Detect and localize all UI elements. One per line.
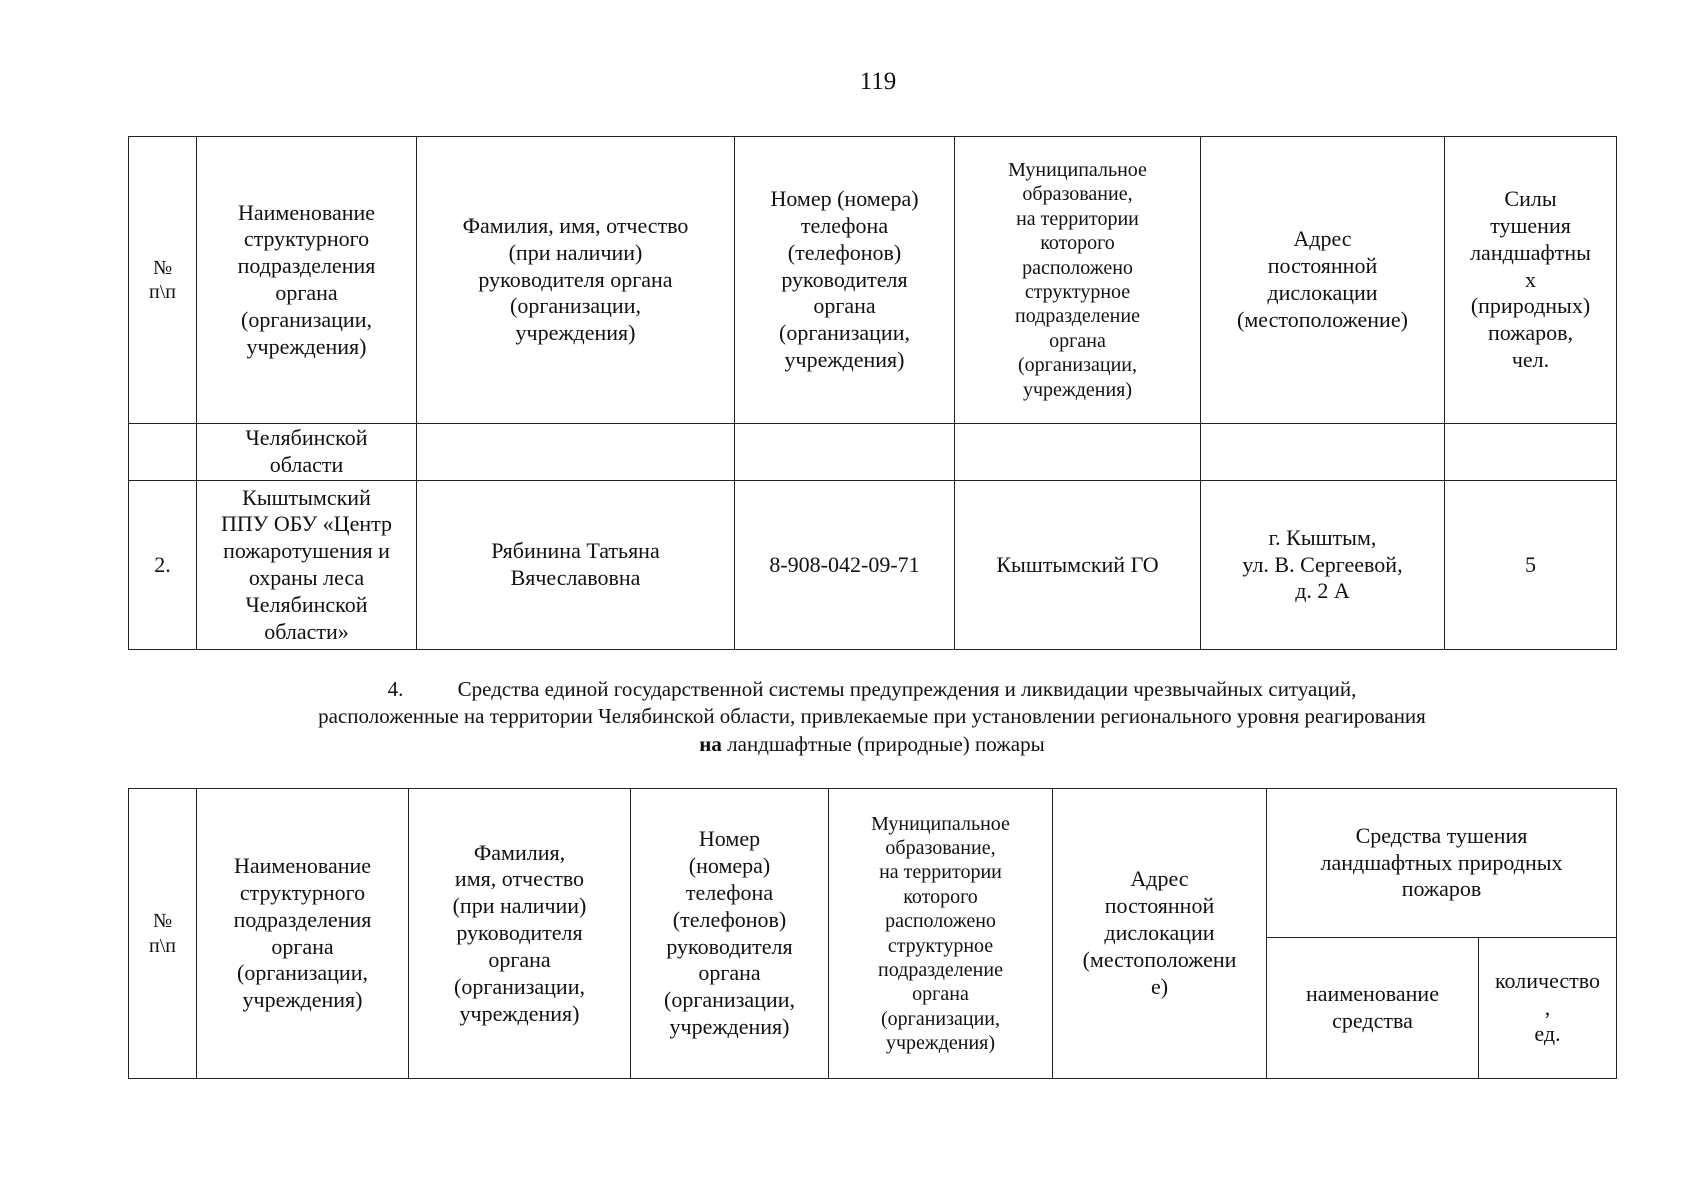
section-number: 4. xyxy=(387,677,404,701)
continuation-row xyxy=(129,424,1617,481)
table-cell: Челябинской области xyxy=(197,424,417,481)
header-equipment-name: наименование средства xyxy=(1267,938,1479,1079)
caption-bold-word: на xyxy=(699,731,722,756)
forces-count: 5 xyxy=(1445,481,1617,650)
table-header-row xyxy=(129,789,1617,938)
header-municipality: Муниципальное образование, на территории которого расположено структурное подразделение органа (организации, учреждения) xyxy=(829,789,1053,1079)
table-header-row xyxy=(129,137,1617,424)
header-equipment-group: Средства тушения ландшафтных природных пожаров xyxy=(1267,789,1617,938)
header-phone: Номер (номера) телефона (телефонов) руководителя органа (организации, учреждения) xyxy=(631,789,829,1079)
table-cell xyxy=(1201,424,1445,481)
row-number: 2. xyxy=(129,481,197,650)
table-cell xyxy=(955,424,1201,481)
equipment-table xyxy=(128,788,1617,1079)
header-unit-name: Наименование структурного подразделения органа (организации, учреждения) xyxy=(197,789,409,1079)
unit-name: Кыштымский ППУ ОБУ «Центр пожаротушения и охраны леса Челябинской области» xyxy=(197,481,417,650)
municipality: Кыштымский ГО xyxy=(955,481,1201,650)
table-cell xyxy=(129,424,197,481)
caption-text-3: ландшафтные (природные) пожары xyxy=(727,731,1045,756)
phone-number: 8-908-042-09-71 xyxy=(735,481,955,650)
header-address: Адрес постоянной дислокации (местоположени е) xyxy=(1053,789,1267,1079)
address: г. Кыштым, ул. В. Сергеевой, д. 2 А xyxy=(1201,481,1445,650)
header-head-name: Фамилия, имя, отчество (при наличии) руководителя органа (организации, учреждения) xyxy=(409,789,631,1079)
section-4-caption xyxy=(128,676,1616,758)
caption-text-1: Средства единой государственной системы предупреждения и ликвидации чрезвычайных ситуаций, xyxy=(457,677,1357,701)
header-address: Адрес постоянной дислокации (местоположение) xyxy=(1201,137,1445,424)
header-number: № п\п xyxy=(129,137,197,424)
header-municipality: Муниципальное образование, на территории которого расположено структурное подразделение органа (организации, учреждения) xyxy=(955,137,1201,424)
page-number: 119 xyxy=(859,68,897,95)
header-unit-name: Наименование структурного подразделения органа (организации, учреждения) xyxy=(197,137,417,424)
header-phone: Номер (номера) телефона (телефонов) руководителя органа (организации, учреждения) xyxy=(735,137,955,424)
forces-table xyxy=(128,136,1617,650)
table-cell xyxy=(1445,424,1617,481)
table-cell xyxy=(735,424,955,481)
table-row xyxy=(129,481,1617,650)
header-forces: Силы тушения ландшафтны х (природных) пожаров, чел. xyxy=(1445,137,1617,424)
head-name: Рябинина Татьяна Вячеславовна xyxy=(417,481,735,650)
caption-line-1 xyxy=(128,676,1616,703)
header-equipment-quantity: количество , ед. xyxy=(1479,938,1617,1079)
header-head-name: Фамилия, имя, отчество (при наличии) руководителя органа (организации, учреждения) xyxy=(417,137,735,424)
table-cell xyxy=(417,424,735,481)
caption-line-2: расположенные на территории Челябинской области, привлекаемые при установлении регионального уровня реагирования xyxy=(318,704,1426,729)
caption-line-3 xyxy=(128,731,1616,758)
header-number: № п\п xyxy=(129,789,197,1079)
